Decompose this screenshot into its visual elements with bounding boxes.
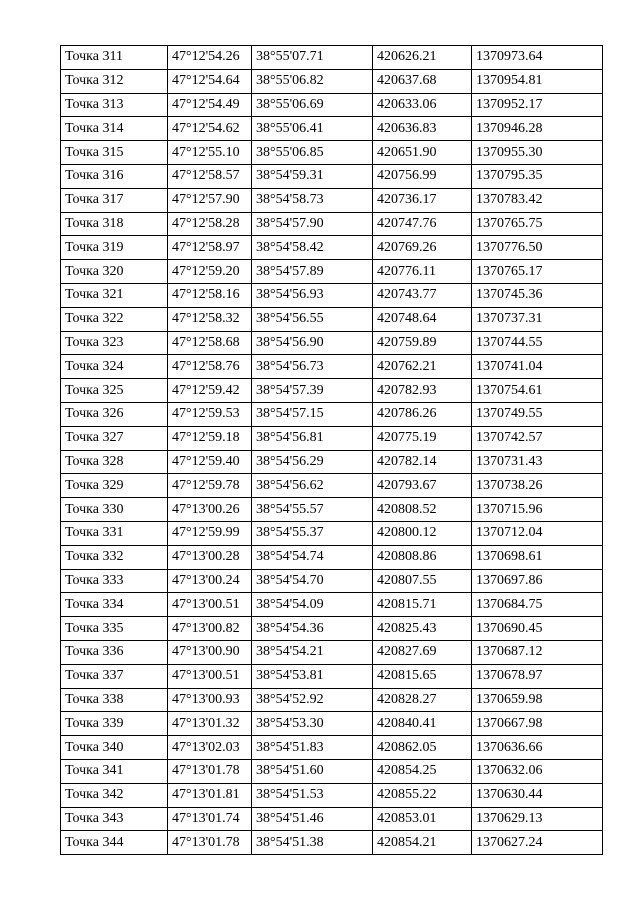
- y-coordinate-cell: 1370698.61: [472, 545, 603, 569]
- longitude-cell: 38°54'56.81: [252, 426, 373, 450]
- latitude-cell: 47°13'00.26: [168, 498, 252, 522]
- latitude-cell: 47°12'59.18: [168, 426, 252, 450]
- y-coordinate-cell: 1370754.61: [472, 379, 603, 403]
- x-coordinate-cell: 420759.89: [373, 331, 472, 355]
- longitude-cell: 38°55'06.85: [252, 141, 373, 165]
- longitude-cell: 38°54'51.46: [252, 807, 373, 831]
- point-name-cell: Точка 330: [61, 498, 168, 522]
- table-row: [61, 664, 603, 688]
- x-coordinate-cell: 420807.55: [373, 569, 472, 593]
- point-name-cell: Точка 313: [61, 93, 168, 117]
- y-coordinate-cell: 1370946.28: [472, 117, 603, 141]
- longitude-cell: 38°55'06.69: [252, 93, 373, 117]
- table-row: [61, 617, 603, 641]
- longitude-cell: 38°54'57.89: [252, 260, 373, 284]
- table-row: [61, 593, 603, 617]
- latitude-cell: 47°12'59.53: [168, 402, 252, 426]
- point-name-cell: Точка 317: [61, 188, 168, 212]
- x-coordinate-cell: 420756.99: [373, 164, 472, 188]
- latitude-cell: 47°13'01.78: [168, 831, 252, 855]
- latitude-cell: 47°12'54.26: [168, 46, 252, 70]
- y-coordinate-cell: 1370731.43: [472, 450, 603, 474]
- point-name-cell: Точка 332: [61, 545, 168, 569]
- longitude-cell: 38°54'56.29: [252, 450, 373, 474]
- point-name-cell: Точка 335: [61, 617, 168, 641]
- latitude-cell: 47°12'58.97: [168, 236, 252, 260]
- table-row: [61, 141, 603, 165]
- latitude-cell: 47°12'54.62: [168, 117, 252, 141]
- longitude-cell: 38°54'56.55: [252, 307, 373, 331]
- latitude-cell: 47°12'58.28: [168, 212, 252, 236]
- latitude-cell: 47°12'58.16: [168, 283, 252, 307]
- x-coordinate-cell: 420762.21: [373, 355, 472, 379]
- point-name-cell: Точка 318: [61, 212, 168, 236]
- longitude-cell: 38°54'54.74: [252, 545, 373, 569]
- longitude-cell: 38°55'06.41: [252, 117, 373, 141]
- x-coordinate-cell: 420651.90: [373, 141, 472, 165]
- x-coordinate-cell: 420800.12: [373, 521, 472, 545]
- x-coordinate-cell: 420828.27: [373, 688, 472, 712]
- longitude-cell: 38°54'56.90: [252, 331, 373, 355]
- longitude-cell: 38°54'51.53: [252, 783, 373, 807]
- point-name-cell: Точка 326: [61, 402, 168, 426]
- point-name-cell: Точка 319: [61, 236, 168, 260]
- y-coordinate-cell: 1370749.55: [472, 402, 603, 426]
- point-name-cell: Точка 341: [61, 759, 168, 783]
- point-name-cell: Точка 343: [61, 807, 168, 831]
- point-name-cell: Точка 329: [61, 474, 168, 498]
- table-row: [61, 545, 603, 569]
- point-name-cell: Точка 323: [61, 331, 168, 355]
- y-coordinate-cell: 1370629.13: [472, 807, 603, 831]
- x-coordinate-cell: 420743.77: [373, 283, 472, 307]
- longitude-cell: 38°54'56.62: [252, 474, 373, 498]
- x-coordinate-cell: 420636.83: [373, 117, 472, 141]
- x-coordinate-cell: 420840.41: [373, 712, 472, 736]
- point-name-cell: Точка 321: [61, 283, 168, 307]
- point-name-cell: Точка 328: [61, 450, 168, 474]
- latitude-cell: 47°12'58.32: [168, 307, 252, 331]
- x-coordinate-cell: 420626.21: [373, 46, 472, 70]
- table-row: [61, 569, 603, 593]
- point-name-cell: Точка 322: [61, 307, 168, 331]
- longitude-cell: 38°55'06.82: [252, 69, 373, 93]
- table-row: [61, 164, 603, 188]
- y-coordinate-cell: 1370741.04: [472, 355, 603, 379]
- table-row: [61, 712, 603, 736]
- table-row: [61, 759, 603, 783]
- latitude-cell: 47°12'59.99: [168, 521, 252, 545]
- point-name-cell: Точка 320: [61, 260, 168, 284]
- coordinates-table: [60, 45, 603, 855]
- y-coordinate-cell: 1370954.81: [472, 69, 603, 93]
- latitude-cell: 47°13'02.03: [168, 736, 252, 760]
- longitude-cell: 38°54'51.60: [252, 759, 373, 783]
- point-name-cell: Точка 344: [61, 831, 168, 855]
- y-coordinate-cell: 1370636.66: [472, 736, 603, 760]
- x-coordinate-cell: 420782.14: [373, 450, 472, 474]
- y-coordinate-cell: 1370632.06: [472, 759, 603, 783]
- latitude-cell: 47°12'58.57: [168, 164, 252, 188]
- table-row: [61, 807, 603, 831]
- y-coordinate-cell: 1370690.45: [472, 617, 603, 641]
- latitude-cell: 47°12'54.64: [168, 69, 252, 93]
- longitude-cell: 38°54'58.42: [252, 236, 373, 260]
- y-coordinate-cell: 1370737.31: [472, 307, 603, 331]
- latitude-cell: 47°12'54.49: [168, 93, 252, 117]
- y-coordinate-cell: 1370776.50: [472, 236, 603, 260]
- table-row: [61, 426, 603, 450]
- point-name-cell: Точка 311: [61, 46, 168, 70]
- x-coordinate-cell: 420808.86: [373, 545, 472, 569]
- table-row: [61, 307, 603, 331]
- y-coordinate-cell: 1370712.04: [472, 521, 603, 545]
- point-name-cell: Точка 334: [61, 593, 168, 617]
- latitude-cell: 47°13'00.24: [168, 569, 252, 593]
- longitude-cell: 38°54'56.93: [252, 283, 373, 307]
- table-row: [61, 236, 603, 260]
- x-coordinate-cell: 420786.26: [373, 402, 472, 426]
- table-row: [61, 831, 603, 855]
- y-coordinate-cell: 1370744.55: [472, 331, 603, 355]
- x-coordinate-cell: 420855.22: [373, 783, 472, 807]
- longitude-cell: 38°54'57.15: [252, 402, 373, 426]
- x-coordinate-cell: 420862.05: [373, 736, 472, 760]
- longitude-cell: 38°54'53.30: [252, 712, 373, 736]
- y-coordinate-cell: 1370678.97: [472, 664, 603, 688]
- point-name-cell: Точка 316: [61, 164, 168, 188]
- y-coordinate-cell: 1370697.86: [472, 569, 603, 593]
- table-row: [61, 379, 603, 403]
- table-row: [61, 117, 603, 141]
- latitude-cell: 47°12'59.42: [168, 379, 252, 403]
- x-coordinate-cell: 420775.19: [373, 426, 472, 450]
- x-coordinate-cell: 420637.68: [373, 69, 472, 93]
- y-coordinate-cell: 1370973.64: [472, 46, 603, 70]
- longitude-cell: 38°54'54.09: [252, 593, 373, 617]
- longitude-cell: 38°54'51.83: [252, 736, 373, 760]
- y-coordinate-cell: 1370687.12: [472, 640, 603, 664]
- latitude-cell: 47°13'01.32: [168, 712, 252, 736]
- longitude-cell: 38°54'52.92: [252, 688, 373, 712]
- latitude-cell: 47°12'59.78: [168, 474, 252, 498]
- latitude-cell: 47°12'58.68: [168, 331, 252, 355]
- point-name-cell: Точка 340: [61, 736, 168, 760]
- table-row: [61, 688, 603, 712]
- latitude-cell: 47°13'00.93: [168, 688, 252, 712]
- y-coordinate-cell: 1370765.17: [472, 260, 603, 284]
- x-coordinate-cell: 420815.71: [373, 593, 472, 617]
- point-name-cell: Точка 338: [61, 688, 168, 712]
- latitude-cell: 47°13'00.51: [168, 593, 252, 617]
- point-name-cell: Точка 315: [61, 141, 168, 165]
- x-coordinate-cell: 420815.65: [373, 664, 472, 688]
- table-row: [61, 69, 603, 93]
- x-coordinate-cell: 420782.93: [373, 379, 472, 403]
- y-coordinate-cell: 1370765.75: [472, 212, 603, 236]
- x-coordinate-cell: 420853.01: [373, 807, 472, 831]
- x-coordinate-cell: 420854.25: [373, 759, 472, 783]
- table-row: [61, 355, 603, 379]
- y-coordinate-cell: 1370742.57: [472, 426, 603, 450]
- x-coordinate-cell: 420736.17: [373, 188, 472, 212]
- table-row: [61, 188, 603, 212]
- y-coordinate-cell: 1370738.26: [472, 474, 603, 498]
- latitude-cell: 47°13'00.28: [168, 545, 252, 569]
- table-row: [61, 450, 603, 474]
- point-name-cell: Точка 312: [61, 69, 168, 93]
- table-row: [61, 783, 603, 807]
- latitude-cell: 47°12'59.40: [168, 450, 252, 474]
- longitude-cell: 38°54'55.57: [252, 498, 373, 522]
- y-coordinate-cell: 1370745.36: [472, 283, 603, 307]
- latitude-cell: 47°12'58.76: [168, 355, 252, 379]
- x-coordinate-cell: 420769.26: [373, 236, 472, 260]
- y-coordinate-cell: 1370715.96: [472, 498, 603, 522]
- point-name-cell: Точка 324: [61, 355, 168, 379]
- table-row: [61, 283, 603, 307]
- longitude-cell: 38°54'57.90: [252, 212, 373, 236]
- x-coordinate-cell: 420776.11: [373, 260, 472, 284]
- table-row: [61, 402, 603, 426]
- latitude-cell: 47°13'01.74: [168, 807, 252, 831]
- table-row: [61, 521, 603, 545]
- table-row: [61, 331, 603, 355]
- longitude-cell: 38°54'59.31: [252, 164, 373, 188]
- longitude-cell: 38°54'55.37: [252, 521, 373, 545]
- latitude-cell: 47°13'01.78: [168, 759, 252, 783]
- table-row: [61, 498, 603, 522]
- point-name-cell: Точка 333: [61, 569, 168, 593]
- table-row: [61, 260, 603, 284]
- longitude-cell: 38°54'57.39: [252, 379, 373, 403]
- latitude-cell: 47°13'00.51: [168, 664, 252, 688]
- x-coordinate-cell: 420808.52: [373, 498, 472, 522]
- x-coordinate-cell: 420854.21: [373, 831, 472, 855]
- latitude-cell: 47°13'00.82: [168, 617, 252, 641]
- point-name-cell: Точка 327: [61, 426, 168, 450]
- x-coordinate-cell: 420747.76: [373, 212, 472, 236]
- x-coordinate-cell: 420633.06: [373, 93, 472, 117]
- longitude-cell: 38°55'07.71: [252, 46, 373, 70]
- point-name-cell: Точка 331: [61, 521, 168, 545]
- point-name-cell: Точка 314: [61, 117, 168, 141]
- x-coordinate-cell: 420825.43: [373, 617, 472, 641]
- point-name-cell: Точка 325: [61, 379, 168, 403]
- latitude-cell: 47°13'01.81: [168, 783, 252, 807]
- y-coordinate-cell: 1370630.44: [472, 783, 603, 807]
- longitude-cell: 38°54'51.38: [252, 831, 373, 855]
- table-row: [61, 46, 603, 70]
- y-coordinate-cell: 1370952.17: [472, 93, 603, 117]
- point-name-cell: Точка 336: [61, 640, 168, 664]
- y-coordinate-cell: 1370783.42: [472, 188, 603, 212]
- y-coordinate-cell: 1370659.98: [472, 688, 603, 712]
- y-coordinate-cell: 1370955.30: [472, 141, 603, 165]
- point-name-cell: Точка 339: [61, 712, 168, 736]
- table-row: [61, 640, 603, 664]
- y-coordinate-cell: 1370795.35: [472, 164, 603, 188]
- y-coordinate-cell: 1370627.24: [472, 831, 603, 855]
- coordinates-table-body: [61, 46, 603, 855]
- x-coordinate-cell: 420827.69: [373, 640, 472, 664]
- latitude-cell: 47°12'55.10: [168, 141, 252, 165]
- x-coordinate-cell: 420793.67: [373, 474, 472, 498]
- y-coordinate-cell: 1370684.75: [472, 593, 603, 617]
- longitude-cell: 38°54'58.73: [252, 188, 373, 212]
- latitude-cell: 47°12'59.20: [168, 260, 252, 284]
- latitude-cell: 47°13'00.90: [168, 640, 252, 664]
- point-name-cell: Точка 342: [61, 783, 168, 807]
- y-coordinate-cell: 1370667.98: [472, 712, 603, 736]
- table-row: [61, 736, 603, 760]
- longitude-cell: 38°54'56.73: [252, 355, 373, 379]
- table-row: [61, 212, 603, 236]
- table-row: [61, 474, 603, 498]
- point-name-cell: Точка 337: [61, 664, 168, 688]
- longitude-cell: 38°54'54.70: [252, 569, 373, 593]
- longitude-cell: 38°54'54.36: [252, 617, 373, 641]
- x-coordinate-cell: 420748.64: [373, 307, 472, 331]
- latitude-cell: 47°12'57.90: [168, 188, 252, 212]
- longitude-cell: 38°54'54.21: [252, 640, 373, 664]
- longitude-cell: 38°54'53.81: [252, 664, 373, 688]
- table-row: [61, 93, 603, 117]
